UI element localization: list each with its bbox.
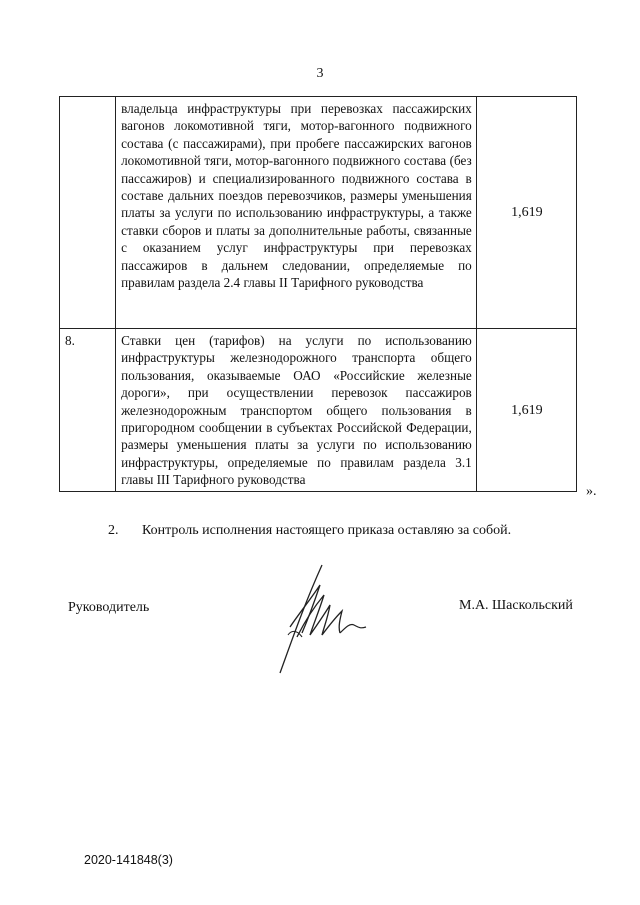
page-number: 3 [316,66,324,81]
clause-text: Контроль исполнения настоящего приказа оставляю за собой. [142,523,512,538]
document-code: 2020-141848(3) [84,853,173,867]
row-description-cell: владельца инфраструктуры при перевозках пассажирских вагонов локомотивной тяги, мотор-вагонного подвижного состава (с пассажирами), при пробеге пассажирских вагонов локомотивной тяги, мотор-вагонного подвижного состава (без пассажиров) и специализированного подвижного состава в составе дальних поездов перевозчиков, размеры уменьшения платы за услуги по использованию инфраструктуры, а также ставки сборов и платы за дополнительные работы, связанные с оказанием услуг инфраструктуры при перевозках пассажиров в дальнем следовании, определяемые по правилам раздела 2.4 главы II Тарифного руководства [116,97,477,329]
row-number-cell [60,97,116,329]
row-coefficient-cell: 1,619 [476,329,576,492]
row-coefficient-cell: 1,619 [476,97,576,329]
table-row [60,97,577,329]
clause-number: 2. [108,523,119,538]
handwritten-signature [262,545,382,685]
table-row [60,329,577,492]
signer-title: Руководитель [68,600,150,615]
row-number-cell: 8. [60,329,116,492]
closing-quote: ». [586,484,597,499]
clause-2 [108,523,511,539]
signer-name: М.А. Шаскольский [459,598,573,613]
tariff-table [59,96,577,492]
row-description-cell: Ставки цен (тарифов) на услуги по использованию инфраструктуры железнодорожного транспорта общего пользования, оказываемые ОАО «Российские железные дороги», при осуществлении перевозок пассажиров железнодорожным транспортом общего пользования в пригородном сообщении в субъектах Российской Федерации, размеры уменьшения платы за услуги по использованию инфраструктуры, определяемые по правилам раздела 3.1 главы III Тарифного руководства [116,329,477,492]
